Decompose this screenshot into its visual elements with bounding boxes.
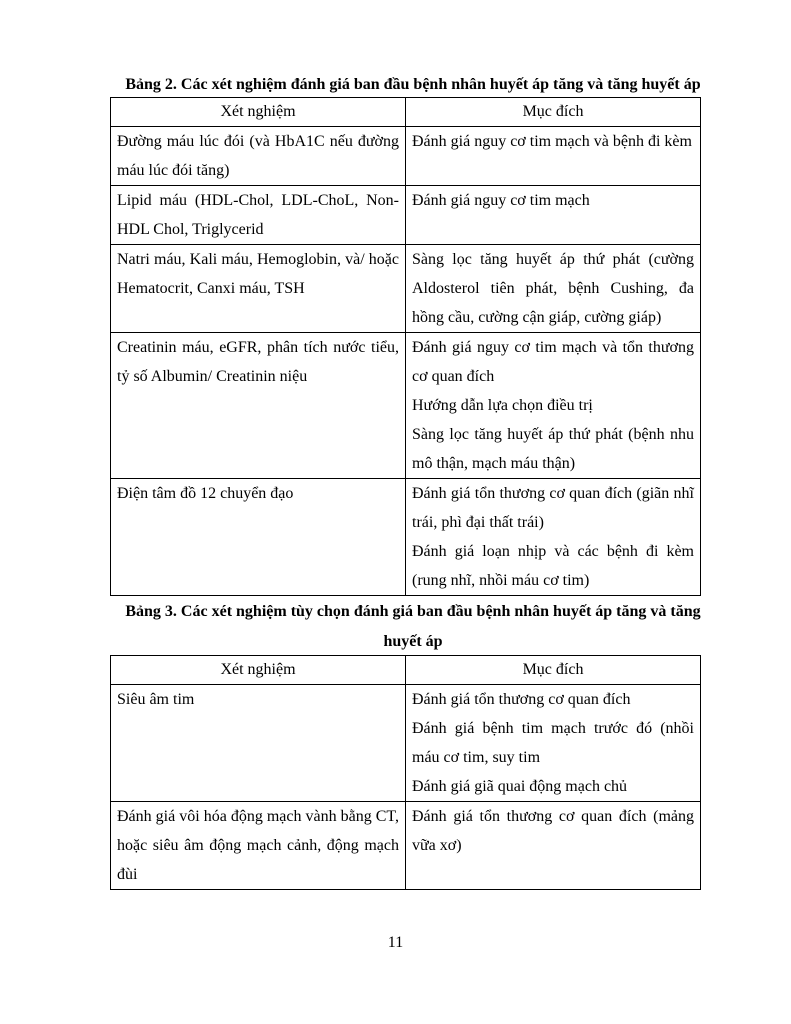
purpose-cell — [406, 127, 701, 186]
table-row — [111, 186, 701, 245]
table-header-row — [111, 98, 701, 127]
table-row — [111, 685, 701, 802]
test-cell: Đánh giá vôi hóa động mạch vành bằng CT, hoặc siêu âm động mạch cảnh, động mạch đùi — [111, 802, 406, 890]
table-3-caption-line-2: huyết áp — [383, 633, 443, 650]
table-2 — [110, 97, 701, 596]
table-3 — [110, 655, 701, 890]
purpose-line: Đánh giá loạn nhịp và các bệnh đi kèm (rung nhĩ, nhồi máu cơ tim) — [412, 543, 694, 589]
purpose-line: Đánh giá tổn thương cơ quan đích — [412, 691, 631, 708]
test-cell: Natri máu, Kali máu, Hemoglobin, và/ hoặc Hematocrit, Canxi máu, TSH — [111, 245, 406, 333]
purpose-line: Đánh giá tổn thương cơ quan đích (mảng vữa xơ) — [412, 808, 694, 854]
test-cell: Lipid máu (HDL-Chol, LDL-ChoL, Non-HDL Chol, Triglycerid — [111, 186, 406, 245]
column-header-test: Xét nghiệm — [111, 656, 406, 685]
table-header-row — [111, 656, 701, 685]
purpose-cell — [406, 802, 701, 890]
purpose-line: Đánh giá tổn thương cơ quan đích (giãn nhĩ trái, phì đại thất trái) — [412, 485, 694, 531]
column-header-purpose: Mục đích — [406, 98, 701, 127]
purpose-cell — [406, 479, 701, 596]
page-number: 11 — [387, 934, 404, 951]
table-3-caption — [108, 597, 718, 657]
purpose-line: Sàng lọc tăng huyết áp thứ phát (bệnh nhu mô thận, mạch máu thận) — [412, 426, 694, 472]
purpose-line: Đánh giá nguy cơ tim mạch và tổn thương cơ quan đích — [412, 339, 694, 385]
purpose-line: Đánh giá giã quai động mạch chủ — [412, 778, 628, 795]
purpose-cell — [406, 245, 701, 333]
table-row — [111, 333, 701, 479]
purpose-line: Sàng lọc tăng huyết áp thứ phát (cường Aldosterol tiên phát, bệnh Cushing, đa hồng cầu, cường cận giáp, cường giáp) — [412, 251, 694, 326]
column-header-purpose: Mục đích — [406, 656, 701, 685]
table-row — [111, 802, 701, 890]
test-cell: Điện tâm đồ 12 chuyển đạo — [111, 479, 406, 596]
column-header-test: Xét nghiệm — [111, 98, 406, 127]
table-row — [111, 479, 701, 596]
purpose-line: Hướng dẫn lựa chọn điều trị — [412, 397, 593, 414]
table-row — [111, 127, 701, 186]
purpose-line: Đánh giá nguy cơ tim mạch — [412, 192, 590, 209]
test-cell: Siêu âm tim — [111, 685, 406, 802]
test-cell: Đường máu lúc đói (và HbA1C nếu đường máu lúc đói tăng) — [111, 127, 406, 186]
table-row — [111, 245, 701, 333]
purpose-line: Đánh giá nguy cơ tim mạch và bệnh đi kèm — [412, 133, 692, 150]
purpose-cell — [406, 685, 701, 802]
purpose-line: Đánh giá bệnh tim mạch trước đó (nhồi máu cơ tim, suy tim — [412, 720, 694, 766]
purpose-cell — [406, 186, 701, 245]
test-cell: Creatinin máu, eGFR, phân tích nước tiểu, tỷ số Albumin/ Creatinin niệu — [111, 333, 406, 479]
purpose-cell — [406, 333, 701, 479]
table-3-caption-line-1: Bảng 3. Các xét nghiệm tùy chọn đánh giá ban đầu bệnh nhân huyết áp tăng và tăng — [125, 603, 701, 620]
table-2-caption: Bảng 2. Các xét nghiệm đánh giá ban đầu bệnh nhân huyết áp tăng và tăng huyết áp — [125, 76, 701, 93]
